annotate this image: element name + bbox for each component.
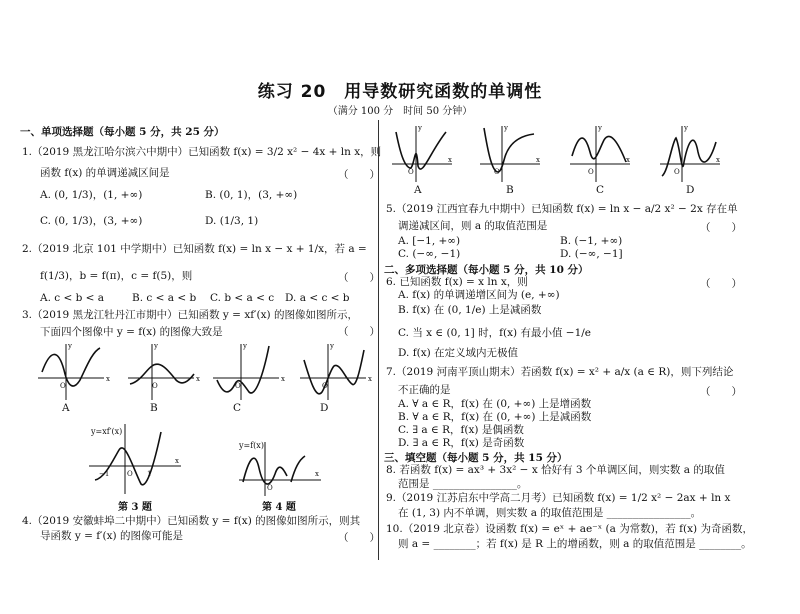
q2-line1: 2.（2019 北京 101 中学期中）已知函数 f(x) = ln x − x + 1/x，若 a =	[22, 243, 367, 255]
q4-graph-d	[660, 126, 720, 182]
q4-line2: 导函数 y = f′(x) 的图像可能是	[40, 530, 183, 542]
q6-option-b[interactable]: B. f(x) 在 (0, 1/e) 上是减函数	[398, 304, 542, 316]
q7-option-b[interactable]: B. ∀ a ∈ R，f(x) 在 (0, +∞) 上是减函数	[398, 411, 592, 423]
q2-option-c[interactable]: C. b < a < c	[210, 292, 275, 304]
figure-4-graph	[235, 438, 325, 498]
q3-label-c: C	[233, 402, 242, 414]
q4-option-graphs[interactable]	[390, 122, 720, 184]
q5-option-b[interactable]: B. (−1, +∞)	[560, 235, 623, 247]
svg-text:O: O	[674, 168, 680, 176]
svg-text:O: O	[267, 484, 273, 492]
q7-option-a[interactable]: A. ∀ a ∈ R，f(x) 在 (0, +∞) 上是增函数	[398, 398, 592, 410]
figure-3-func-label: y=xf′(x)	[91, 427, 123, 436]
svg-text:O: O	[235, 382, 241, 390]
q1-line1: 1.（2019 黑龙江哈尔滨六中期中）已知函数 f(x) = 3/2 x² − 4x + ln x，则	[22, 146, 382, 158]
q9-line1: 9.（2019 江苏启东中学高二月考）已知函数 f(x) = 1/2 x² − 2ax + ln x	[386, 492, 731, 504]
q5-option-d[interactable]: D. (−∞, −1]	[560, 248, 623, 260]
svg-text:O: O	[588, 168, 594, 176]
q2-option-d[interactable]: D. a < c < b	[285, 292, 350, 304]
svg-text:x: x	[536, 156, 540, 164]
svg-text:x: x	[281, 375, 285, 383]
q4-graph-c	[570, 126, 630, 182]
q1-option-d[interactable]: D. (1/3, 1)	[205, 215, 259, 227]
q10-line2[interactable]: 则 a = ________；若 f(x) 是 R 上的增函数，则 a 的取值范围是 ________。	[398, 538, 752, 550]
svg-text:y: y	[68, 342, 72, 350]
q4-label-b: B	[506, 184, 514, 196]
q1-answer-paren: （ ）	[338, 169, 380, 181]
q5-answer-paren: （ ）	[700, 222, 742, 234]
svg-text:y: y	[418, 124, 422, 132]
q6-answer-paren: （ ）	[700, 278, 742, 290]
q9-line2[interactable]: 在 (1, 3) 内不单调，则实数 a 的取值范围是 ________________。	[398, 507, 702, 519]
section-multiple-choice: 二、多项选择题（每小题 5 分，共 10 分）	[384, 264, 589, 276]
q6-option-c[interactable]: C. 当 x ∈ (0, 1] 时，f(x) 有最小值 −1/e	[398, 327, 592, 339]
q3-graph-a	[38, 344, 104, 400]
q3-answer-paren: （ ）	[338, 326, 380, 338]
q2-line2: f(1/3)，b = f(π)，c = f(5)，则	[40, 270, 193, 282]
column-divider	[378, 120, 379, 560]
q1-option-c[interactable]: C. (0, 1/3)，(3, +∞)	[40, 215, 143, 227]
svg-text:x: x	[448, 156, 452, 164]
figure-3-caption: 第 3 题	[118, 502, 152, 513]
q3-label-b: B	[150, 402, 158, 414]
q5-option-c[interactable]: C. (−∞, −1)	[398, 248, 461, 260]
svg-text:x: x	[315, 470, 319, 478]
svg-text:y: y	[330, 342, 334, 350]
q8-line1: 8. 若函数 f(x) = ax³ + 3x² − x 恰好有 3 个单调区间，则实数 a 的取值	[386, 464, 725, 476]
q4-label-d: D	[686, 184, 695, 196]
q3-line2: 下面四个图像中 y = f(x) 的图像大致是	[40, 326, 223, 338]
q4-graph-b	[480, 126, 540, 182]
svg-text:x: x	[196, 375, 200, 383]
q7-option-c[interactable]: C. ∃ a ∈ R，f(x) 是偶函数	[398, 424, 524, 436]
svg-text:x: x	[106, 375, 110, 383]
q7-line2: 不正确的是	[398, 384, 451, 396]
q4-graph-a	[392, 126, 452, 182]
q5-option-a[interactable]: A. [−1, +∞)	[398, 235, 461, 247]
figure-4-caption: 第 4 题	[262, 502, 296, 513]
svg-text:O: O	[127, 470, 133, 478]
q1-line2: 函数 f(x) 的单调递减区间是	[40, 167, 170, 179]
svg-text:−1: −1	[99, 470, 110, 478]
svg-text:y: y	[154, 342, 158, 350]
svg-text:O: O	[322, 382, 328, 390]
q7-line1: 7.（2019 河南平顶山期末）若函数 f(x) = x² + a/x (a ∈ R)，则下列结论	[386, 366, 734, 378]
svg-text:1: 1	[147, 470, 152, 478]
q2-option-a[interactable]: A. c < b < a	[40, 292, 105, 304]
section-fill-in: 三、填空题（每小题 5 分，共 15 分）	[384, 452, 568, 464]
q3-graph-d	[300, 344, 366, 400]
q5-line1: 5.（2019 江西宜春九中期中）已知函数 f(x) = ln x − a/2 x² − 2x 存在单	[386, 203, 738, 215]
svg-text:O: O	[408, 168, 414, 176]
q4-line1: 4.（2019 安徽蚌埠二中期中）已知函数 y = f(x) 的图像如图所示，则其	[22, 515, 361, 527]
q2-answer-paren: （ ）	[338, 272, 380, 284]
q1-option-b[interactable]: B. (0, 1)，(3, +∞)	[205, 189, 298, 201]
figure-3-graph	[85, 420, 185, 498]
svg-text:x: x	[368, 375, 372, 383]
q4-label-a: A	[414, 184, 422, 196]
q6-option-d[interactable]: D. f(x) 在定义域内无极值	[398, 347, 519, 359]
svg-text:y: y	[684, 124, 688, 132]
q10-line1: 10.（2019 北京卷）设函数 f(x) = eˣ + ae⁻ˣ (a 为常数)，若 f(x) 为奇函数，	[386, 523, 753, 535]
q3-line1: 3.（2019 黑龙江牡丹江市期中）已知函数 y = xf′(x) 的图像如图所示，	[22, 309, 358, 321]
q1-option-a[interactable]: A. (0, 1/3)，(1, +∞)	[40, 189, 143, 201]
svg-text:y: y	[598, 124, 602, 132]
q6-option-a[interactable]: A. f(x) 的单调递增区间为 (e, +∞)	[398, 289, 560, 301]
section-single-choice: 一、单项选择题（每小题 5 分，共 25 分）	[20, 126, 225, 138]
page-title: 练习 20 用导数研究函数的单调性	[257, 82, 543, 102]
q6-line1: 6. 已知函数 f(x) = x ln x，则	[386, 276, 528, 288]
q3-graph-c	[213, 344, 279, 400]
svg-text:x: x	[626, 156, 630, 164]
svg-text:x: x	[716, 156, 720, 164]
svg-text:O: O	[494, 168, 500, 176]
q5-line2: 调递减区间，则 a 的取值范围是	[398, 220, 548, 232]
q8-line2[interactable]: 范围是 ________________。	[398, 478, 528, 490]
svg-text:O: O	[152, 382, 158, 390]
q7-option-d[interactable]: D. ∃ a ∈ R，f(x) 是奇函数	[398, 437, 525, 449]
q3-label-a: A	[62, 402, 70, 414]
figure-4-func-label: y=f(x)	[239, 441, 264, 450]
svg-text:y: y	[243, 342, 247, 350]
svg-text:y: y	[504, 124, 508, 132]
q2-option-b[interactable]: B. c < a < b	[132, 292, 197, 304]
q3-graph-b	[128, 344, 194, 400]
q4-answer-paren: （ ）	[338, 532, 380, 544]
q4-label-c: C	[596, 184, 605, 196]
q7-answer-paren: （ ）	[700, 386, 742, 398]
svg-text:x: x	[175, 457, 179, 465]
page-subtitle: （满分 100 分 时间 50 分钟）	[327, 106, 473, 117]
svg-text:O: O	[60, 382, 66, 390]
q3-label-d: D	[320, 402, 329, 414]
